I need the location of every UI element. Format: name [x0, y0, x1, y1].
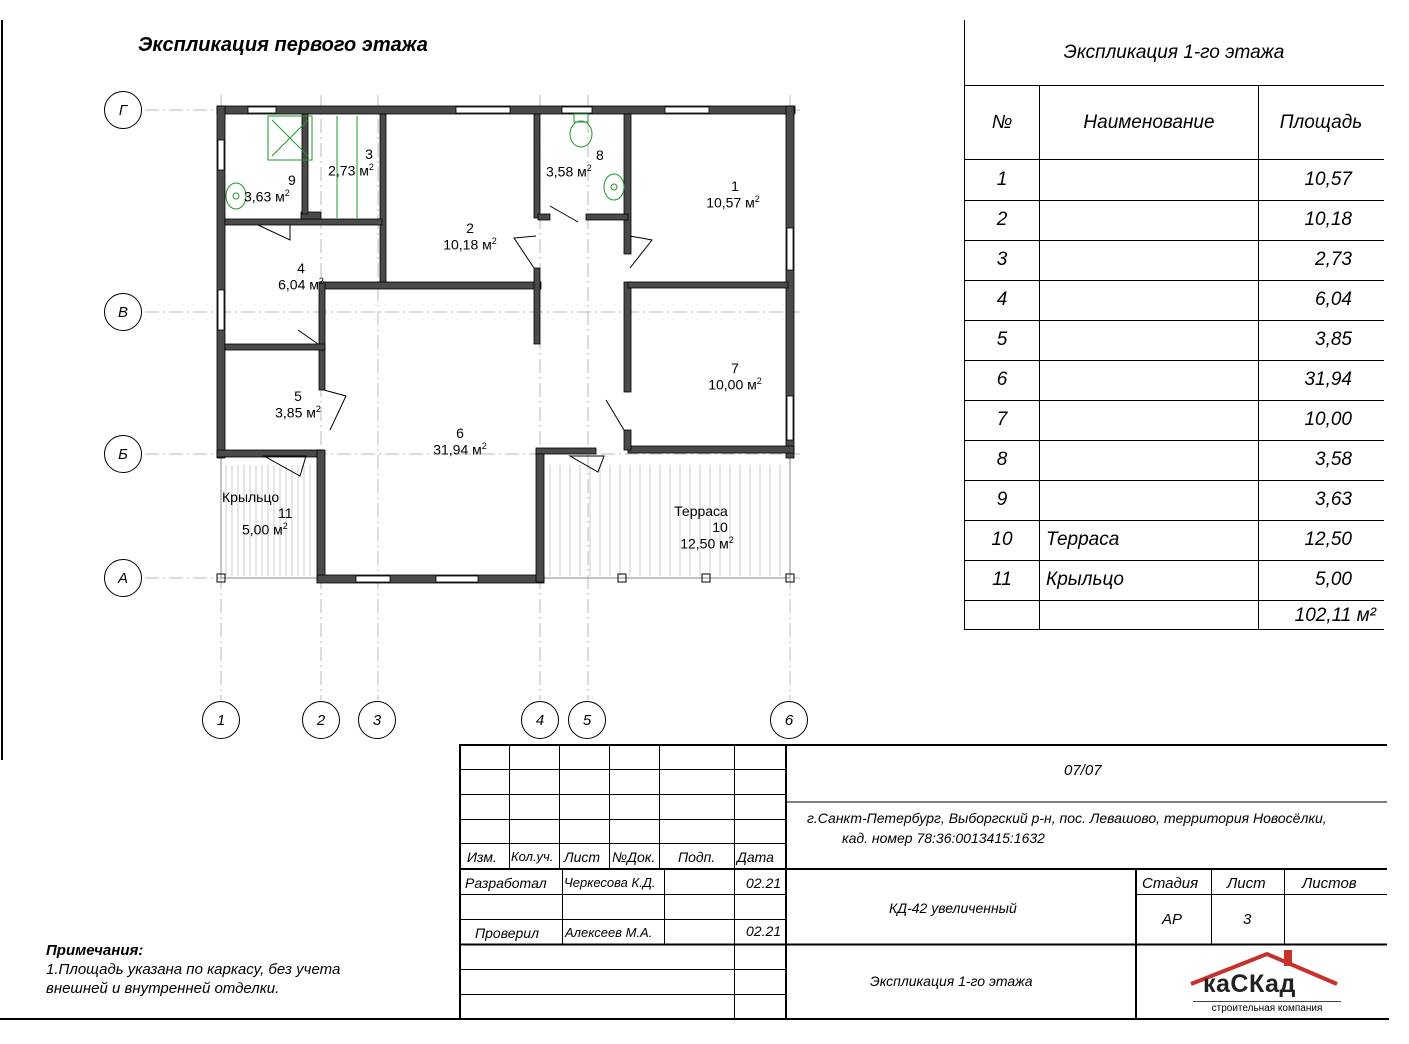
axis-label: 5: [582, 711, 592, 729]
col-header-signature: Подп.: [678, 849, 716, 865]
row-number: 8: [996, 449, 1008, 470]
col-header-sheet: Лист: [564, 849, 601, 865]
col-header-count: Кол.уч.: [511, 849, 554, 864]
notes: [46, 941, 340, 998]
row-area: 12,50: [1304, 529, 1352, 550]
area-unit-exponent: 2: [315, 404, 321, 414]
room-area: 12,50 м: [680, 535, 729, 552]
room-area: 3,85 м: [275, 404, 316, 421]
room-8-label: [546, 147, 626, 180]
header-number: №: [991, 112, 1013, 133]
row-name: [1040, 440, 1258, 480]
room-number: 1: [731, 178, 739, 194]
row-number: 10: [991, 529, 1013, 550]
row-number: 11: [992, 569, 1012, 590]
room-area: 10,57 м: [706, 194, 755, 211]
room-area: 3,58 м: [546, 163, 587, 180]
axis-label: А: [117, 569, 128, 587]
sheet-label: Лист: [1227, 875, 1266, 892]
row-name: [1040, 160, 1258, 200]
row-name: Крыльцо: [1046, 569, 1124, 590]
room-number: 4: [297, 260, 305, 276]
axis-label: Б: [118, 445, 128, 463]
title-block: [459, 744, 1387, 1020]
room-area: 10,18 м: [443, 236, 492, 253]
logo-tagline: строительная компания: [1193, 1001, 1341, 1014]
room-6-label: [380, 425, 540, 458]
axis-label: 4: [535, 711, 545, 729]
room-number: 2: [466, 220, 474, 236]
room-number: 10: [712, 519, 728, 535]
row-name: [1040, 240, 1258, 280]
sheet-code: 07/07: [1064, 762, 1102, 779]
room-1-label: [660, 178, 810, 211]
address-line1: г.Санкт-Петербург, Выборгский р-н, пос. Левашово, территория Новосёлки,: [807, 810, 1327, 826]
axis-col-5: [568, 701, 606, 739]
area-unit-exponent: 2: [728, 535, 734, 545]
notes-line: внешней и внутренней отделки.: [46, 980, 280, 997]
col-header-doc: №Док.: [612, 849, 656, 865]
room-number: 3: [365, 146, 373, 162]
developed-name: Черкесова К.Д.: [564, 875, 656, 890]
row-area: 6,04: [1315, 289, 1352, 310]
row-number: 3: [996, 249, 1008, 270]
room-11-label: [222, 489, 332, 538]
axis-col-3: [358, 701, 396, 739]
room-name: Терраса: [674, 503, 728, 519]
sheets-label: Листов: [1302, 875, 1357, 892]
room-area: 3,63 м: [244, 188, 285, 205]
area-unit-exponent: 2: [491, 236, 497, 246]
address-line2: кад. номер 78:36:0013415:1632: [842, 830, 1045, 846]
axis-col-1: [202, 701, 240, 739]
row-area: 2,73: [1315, 249, 1352, 270]
row-area: 10,57: [1304, 169, 1352, 190]
checked-date: 02.21: [746, 923, 782, 939]
room-number: 9: [288, 172, 296, 188]
room-number: 8: [596, 147, 604, 163]
row-name: [1040, 480, 1258, 520]
notes-title: Примечания:: [46, 942, 144, 959]
explication-table: [964, 20, 1384, 630]
plan-title: Экспликация первого этажа: [138, 34, 428, 56]
room-area: 5,00 м: [242, 521, 283, 538]
axis-label: 6: [784, 711, 794, 729]
area-unit-exponent: 2: [318, 276, 324, 286]
axis-col-2: [302, 701, 340, 739]
room-number: 11: [278, 505, 293, 521]
floor-plan: [0, 0, 960, 760]
notes-line: 1.Площадь указана по каркасу, без учета: [46, 961, 341, 978]
sheet-value: 3: [1243, 911, 1252, 928]
row-name: [1040, 400, 1258, 440]
row-number: 1: [996, 169, 1008, 190]
axis-row-a: [104, 559, 142, 597]
developed-label: Разработал: [465, 875, 547, 891]
row-area: 10,00: [1304, 409, 1352, 430]
row-name: Терраса: [1046, 529, 1120, 550]
axis-label: 2: [316, 711, 326, 729]
room-area: 31,94 м: [433, 441, 482, 458]
row-number: 4: [996, 289, 1008, 310]
room-area: 10,00 м: [708, 376, 757, 393]
row-number: 9: [996, 489, 1008, 510]
checked-name: Алексеев М.А.: [565, 925, 653, 940]
row-name: [1040, 320, 1258, 360]
axis-col-6: [770, 701, 808, 739]
row-name: [1040, 360, 1258, 400]
table-total: 102,11 м²: [1294, 604, 1376, 626]
axis-row-v: [104, 293, 142, 331]
row-area: 31,94: [1304, 369, 1352, 390]
room-2-label: [395, 220, 545, 253]
room-5-label: [226, 388, 370, 421]
row-area: 3,85: [1315, 329, 1352, 350]
developed-date: 02.21: [746, 875, 782, 891]
table-title: Экспликация 1-го этажа: [1063, 42, 1285, 63]
axis-col-4: [521, 701, 559, 739]
stage-value: АР: [1162, 911, 1183, 928]
drawing-name: Экспликация 1-го этажа: [870, 973, 1033, 989]
row-name: [1040, 200, 1258, 240]
axis-row-g: [104, 91, 142, 129]
row-area: 3,58: [1315, 449, 1352, 470]
row-number: 6: [996, 369, 1008, 390]
room-area: 6,04 м: [278, 276, 319, 293]
room-number: 7: [731, 360, 739, 376]
axis-label: Г: [118, 101, 128, 119]
row-area: 10,18: [1304, 209, 1352, 230]
stage-label: Стадия: [1142, 875, 1199, 892]
row-number: 2: [996, 209, 1008, 230]
header-area: Площадь: [1279, 112, 1363, 133]
axis-row-b: [104, 435, 142, 473]
row-number: 5: [996, 329, 1008, 350]
area-unit-exponent: 2: [754, 194, 760, 204]
company-logo: [1187, 948, 1347, 1016]
room-number: 6: [456, 425, 464, 441]
row-area: 5,00: [1315, 569, 1352, 590]
room-3-label: [318, 146, 384, 179]
room-number: 5: [294, 388, 302, 404]
logo-wordmark: каСКад: [1203, 970, 1296, 998]
area-unit-exponent: 2: [481, 441, 487, 451]
room-9-label: [244, 172, 314, 205]
col-header-date: Дата: [737, 849, 774, 865]
row-name: [1040, 280, 1258, 320]
room-10-label: [640, 503, 800, 552]
area-unit-exponent: 2: [284, 188, 290, 198]
project-name: КД-42 увеличенный: [889, 900, 1017, 916]
area-unit-exponent: 2: [282, 521, 288, 531]
row-area: 3,63: [1315, 489, 1352, 510]
area-unit-exponent: 2: [756, 376, 762, 386]
col-header-change: Изм.: [467, 849, 497, 865]
axis-label: 1: [216, 711, 226, 729]
axis-label: В: [117, 303, 128, 321]
room-name: Крыльцо: [222, 489, 280, 505]
area-unit-exponent: 2: [586, 163, 592, 173]
checked-label: Проверил: [475, 925, 539, 941]
room-4-label: [226, 260, 376, 293]
area-unit-exponent: 2: [368, 162, 374, 172]
row-number: 7: [996, 409, 1008, 430]
room-area: 2,73 м: [328, 162, 369, 179]
axis-label: 3: [372, 711, 382, 729]
header-name: Наименование: [1083, 112, 1215, 133]
room-7-label: [660, 360, 810, 393]
